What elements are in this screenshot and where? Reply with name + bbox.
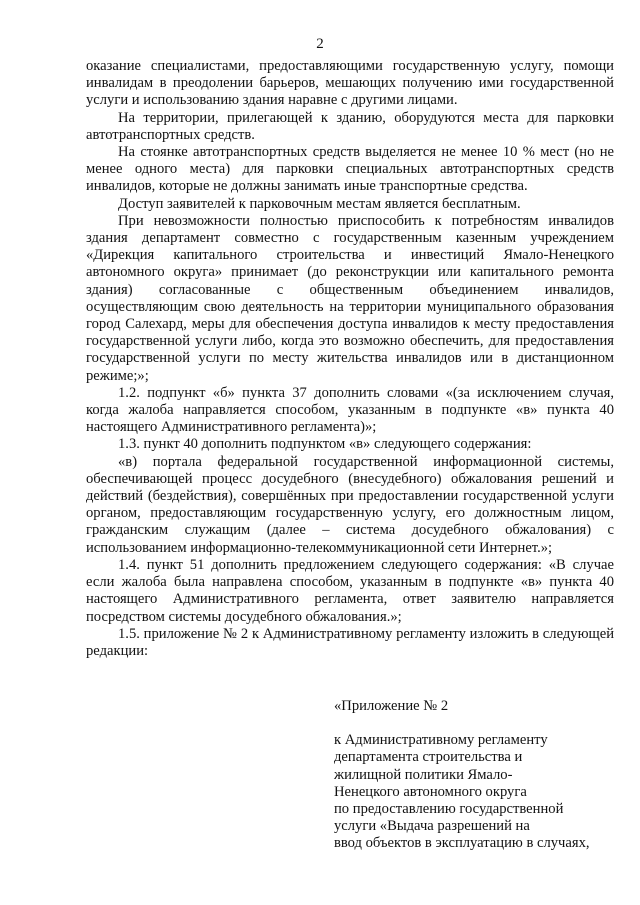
paragraph-parking-free: Доступ заявителей к парковочным местам является бесплатным. [118,195,521,212]
paragraph-accessibility-measures: При невозможности полностью приспособить к потребностям инвалидов здания департамент совместно с государственным казенным учреждением «Дирекция капитального строительства и инвестиций Ямало-Ненецкого автономного округа» принимает (до реконструкции или капитального ремонта здания) согласованные с общественным объединением инвалидов, осуществляющим свою деятельность на территории муниципального образования город Салехард, меры для обеспечения доступа инвалидов к месту предоставления государственной услуги либо, когда это возможно обеспечить, для предоставления государственной услуги по месту жительства инвалидов или в дистанционном режиме;»; [86,212,614,384]
appendix-title: «Приложение № 2 [334,698,449,714]
paragraph-parking-quota: На стоянке автотранспортных средств выделяется не менее 10 % мест (но не менее одного места) для парковки специальных автотранспортных средств инвалидов, которые не должны занимать иные транспортные средства. [86,144,614,195]
appendix-line: Ненецкого автономного округа [334,783,527,800]
paragraph-subitem-v: «в) портала федеральной государственной информационной системы, обеспечивающей процесс досудебного (внесудебного) обжалования решений и действий (бездействия), совершённых при предоставлении государственной услуги органом, предоставляющим государственную услугу, его должностным лицом, гражданским служащим (далее – система досудебного обжалования) с использованием информационно-телекоммуникационной сети Интернет.»; [86,453,614,556]
paragraph-item-1-4: 1.4. пункт 51 дополнить предложением следующего содержания: «В случае если жалоба была направлена способом, указанным в подпункте «в» пункта 40 настоящего Административного регламента, ответ заявителю направляется посредством системы досудебного обжалования.»; [86,556,614,625]
page-number: 2 [316,36,324,52]
appendix-header [334,698,624,853]
paragraph-item-1-2: 1.2. подпункт «б» пункта 37 дополнить словами «(за исключением случая, когда жалоба направляется способом, указанным в подпункте «в» пункта 40 настоящего Административного регламента)»; [86,384,614,436]
appendix-line: услуги «Выдача разрешений на [334,818,530,835]
paragraph-item-1-5: 1.5. приложение № 2 к Административному регламенту изложить в следующей редакции: [86,625,614,659]
paragraph-continuation: оказание специалистами, предоставляющими государственную услугу, помощи инвалидам в преодолении барьеров, мешающих получению ими государственной услуги и использованию здания наравне с другими лицами. [86,58,614,109]
paragraph-item-1-3: 1.3. пункт 40 дополнить подпунктом «в» следующего содержания: [118,436,532,453]
appendix-line: департамента строительства и [334,749,523,766]
paragraph-parking-area: На территории, прилегающей к зданию, оборудуются места для парковки автотранспортных средств. [86,109,614,143]
appendix-line: к Административному регламенту [334,732,548,749]
appendix-line: жилищной политики Ямало- [334,766,513,783]
document-body [86,58,614,660]
appendix-line: по предоставлению государственной [334,801,564,818]
appendix-line: ввод объектов в эксплуатацию в случаях, [334,835,590,852]
